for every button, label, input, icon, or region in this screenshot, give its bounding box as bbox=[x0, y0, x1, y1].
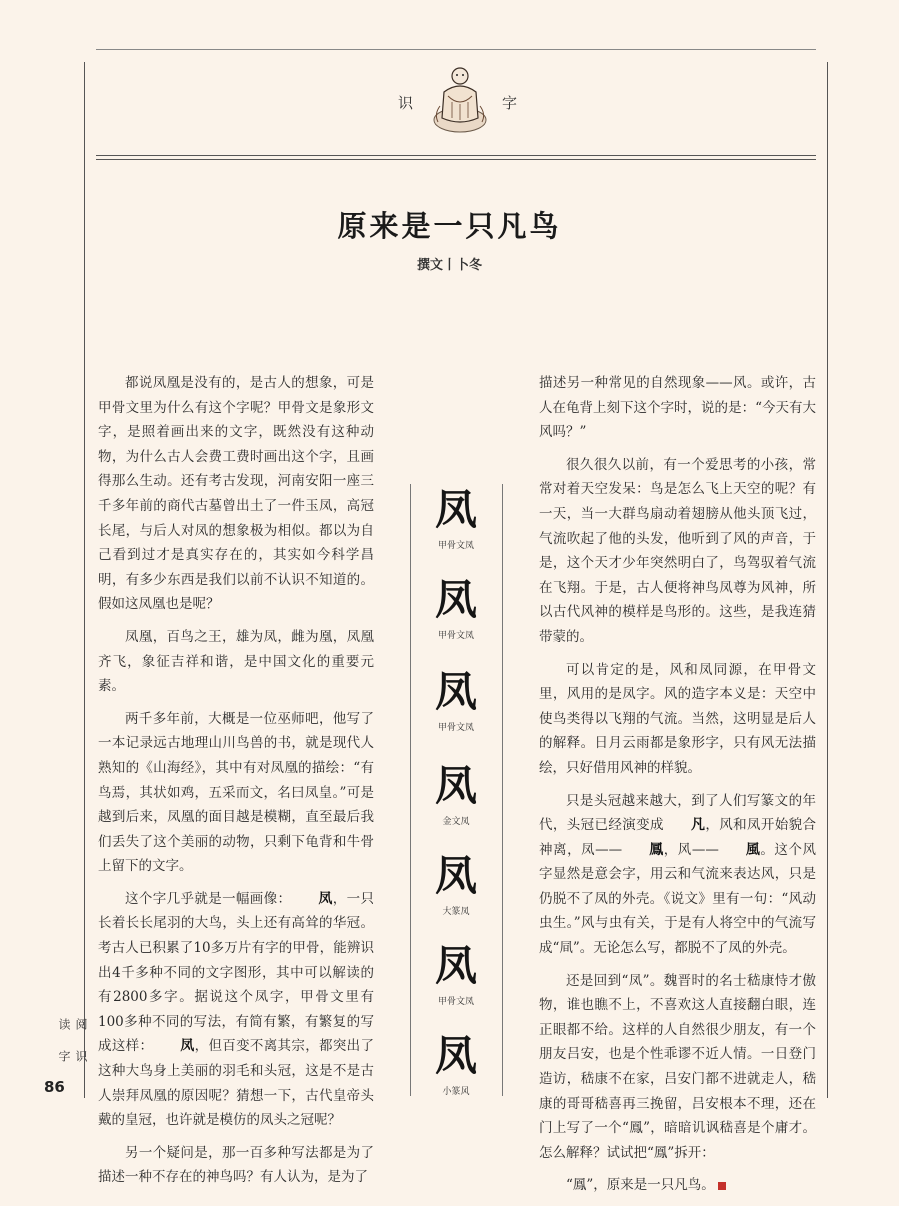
glyph-label: 甲骨文凤 bbox=[437, 997, 474, 1007]
glyph-item bbox=[410, 852, 502, 917]
text-run: 。这个风字显然是意会字，用云和气流来表达风，只是仍脱不了凤的外壳。《说文》里有一句：“风动虫生。”风与虫有关，于是有人将空中的气流写成“凬”。无论怎么写，都脱不了凤的外壳。 bbox=[539, 841, 817, 957]
glyph-item bbox=[410, 1032, 502, 1097]
end-mark-icon bbox=[718, 1182, 726, 1190]
glyph-column bbox=[410, 484, 502, 1096]
paragraph: 可以肯定的是，风和凤同源，在甲骨文里，风用的是凤字。风的造字本义是：天空中使鸟类得以飞翔的气流。当然，这明显是后人的解释。日月云雨都是象形字，只有风无法描绘，只好借用风神的样貌。 bbox=[539, 661, 816, 776]
glyph: 凤 bbox=[434, 851, 477, 900]
paragraph: 两千多年前，大概是一位巫师吧，他写了一本记录远古地理山川鸟兽的书，就是现代人熟知的《山海经》，其中有对凤凰的描绘：“有鸟焉，其状如鸡，五采而文，名曰凤皇。”可是越到后来，凤凰的面目越是模糊，直至最后我们丢失了这个美丽的动物，只剩下龟背和牛骨上留下的文字。 bbox=[98, 710, 374, 875]
text-run: “鳳”，原来是一只凡鸟。 bbox=[566, 1177, 715, 1194]
section-header bbox=[0, 62, 899, 152]
paragraph: 另一个疑问是，那一百多种写法都是为了描述一种不存在的神鸟吗？有人认为，是为了 bbox=[98, 1144, 374, 1186]
header-rule-1 bbox=[96, 155, 816, 156]
article-byline: 撰文丨卜冬 bbox=[416, 258, 482, 273]
paragraph: 还是回到“凤”。魏晋时的名士嵇康恃才傲物，谁也瞧不上，不喜欢这人直接翻白眼，连正眼都不给。这样的人自然很少朋友，有一个朋友吕安，也是个性乖谬不近人情。一日登门造访，嵇康不在家，吕安门都不进就走人，嵇康的哥哥嵇喜再三挽留，吕安根本不理，还在门上写了一个“鳳”，暗暗讥讽嵇喜是个庸才。怎么解释？试试把“鳳”拆开： bbox=[539, 972, 816, 1161]
section-char-right: 字 bbox=[502, 94, 518, 112]
article-title: 原来是一只凡鸟 bbox=[337, 209, 562, 243]
glyph: 凤 bbox=[434, 485, 477, 534]
glyph-label: 甲骨文凤 bbox=[437, 723, 474, 733]
folio-magazine: 阅读 bbox=[57, 1018, 88, 1030]
paragraph: 描述另一种常见的自然现象——风。或许，古人在龟背上刻下这个字时，说的是：“今天有大风吗？” bbox=[539, 375, 816, 441]
glyph: 凤 bbox=[434, 761, 477, 810]
seal-glyph-inline: 鳳 bbox=[649, 841, 664, 858]
paragraph bbox=[98, 887, 374, 1133]
text-run: 只是头冠越来越大，到了人们写篆文的年代，头冠已经演变成 bbox=[539, 792, 816, 834]
paragraph: 凤凰，百鸟之王，雄为凤，雌为凰，凤凰齐飞，象征吉祥和谐，是中国文化的重要元素。 bbox=[98, 628, 374, 695]
text-run: ，但百变不离其宗，都突出了这种大鸟身上美丽的羽毛和头冠，这是不是古人崇拜凤凰的原因呢？猜想一下，古代皇帝头戴的皇冠，也许就是模仿的凤头之冠呢？ bbox=[98, 1038, 375, 1129]
oracle-glyph-inline: 凤 bbox=[318, 890, 333, 907]
text-run: ，一只长着长长尾羽的大鸟，头上还有高耸的华冠。考古人已积累了10多万片有字的甲骨，能辨识出4千多种不同的文字图形，其中可以解读的有2800多字。据说这个凤字，甲骨文里有100多种不同的写法，有简有繁，有繁复的写成这样： bbox=[98, 890, 375, 1055]
glyph-item bbox=[410, 576, 502, 641]
oracle-glyph-inline: 凤 bbox=[180, 1038, 195, 1055]
glyph-label: 小篆风 bbox=[442, 1087, 470, 1097]
glyph-label: 金文凤 bbox=[442, 817, 470, 827]
text-run: 这个字几乎就是一幅画像： bbox=[125, 890, 292, 907]
folio-section: 识字 bbox=[57, 1050, 88, 1062]
glyph-label: 甲骨文凤 bbox=[437, 631, 474, 641]
left-text-column bbox=[98, 371, 374, 1198]
section-char-left: 识 bbox=[398, 94, 414, 112]
header-rule-2 bbox=[96, 159, 816, 160]
glyph: 凤 bbox=[434, 941, 477, 990]
glyph-item bbox=[410, 668, 502, 733]
paragraph: 很久很久以前，有一个爱思考的小孩，常常对着天空发呆：鸟是怎么飞上天空的呢？有一天，当一大群鸟扇动着翅膀从他头顶飞过，气流吹起了他的头发，他听到了风的声音，于是，这个天才少年突然明白了，鸟驾驭着气流在飞翔。于是，古人便将神鸟凤尊为风神，所以古代风神的模样是鸟形的。这些，是我连猜带蒙的。 bbox=[539, 456, 816, 645]
paragraph bbox=[539, 789, 816, 961]
glyph-label: 大篆凤 bbox=[442, 907, 470, 917]
glyph-item bbox=[410, 762, 502, 827]
seal-glyph-inline: 凡 bbox=[690, 817, 705, 834]
seal-glyph-inline: 風 bbox=[745, 841, 760, 858]
right-text-column bbox=[539, 371, 816, 1206]
glyph-item bbox=[410, 486, 502, 551]
text-run: ，风和凤开始貌合神离，凤—— bbox=[539, 817, 817, 858]
glyph-item bbox=[410, 942, 502, 1007]
glyph: 凤 bbox=[434, 575, 477, 624]
glyph-label: 甲骨文凤 bbox=[437, 541, 474, 551]
text-run: ，风—— bbox=[663, 841, 719, 858]
glyph-column-right-rule bbox=[502, 484, 503, 1096]
deity-emblem-icon bbox=[432, 62, 488, 134]
glyph: 凤 bbox=[434, 1031, 477, 1080]
page-number: 86 bbox=[44, 1078, 65, 1096]
top-rule bbox=[96, 49, 816, 50]
closing-line bbox=[539, 1173, 816, 1198]
paragraph: 都说凤凰是没有的，是古人的想象，可是甲骨文里为什么有这个字呢？甲骨文是象形文字，是照着画出来的文字，既然没有这种动物，为什么古人会费工费时画出这个字，且画得那么生动。还有考古发现，河南安阳一座三千多年前的商代古墓曾出土了一件玉凤，高冠长尾，与后人对凤的想象极为相似。都以为自己看到过才是真实存在的，其实如今科学昌明，有多少东西是我们以前不认识不知道的。假如这凤凰也是呢？ bbox=[98, 375, 374, 613]
glyph: 凤 bbox=[434, 667, 477, 716]
